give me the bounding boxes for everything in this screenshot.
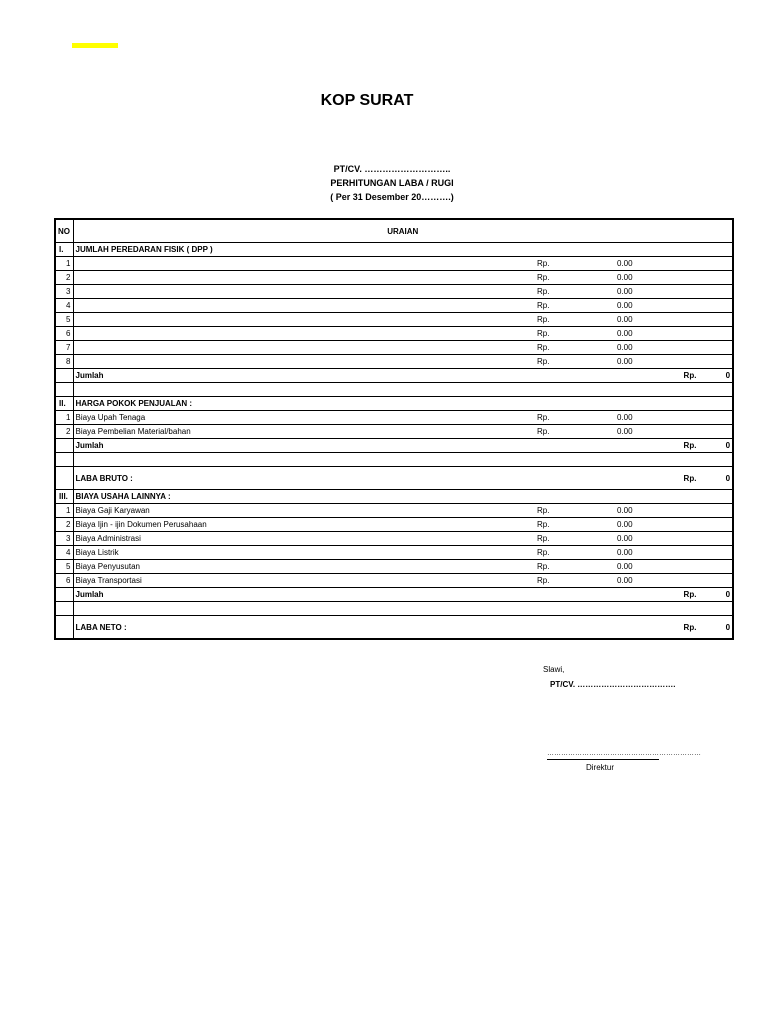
- table-row: [55, 518, 733, 532]
- table-row: [55, 425, 733, 439]
- row-value: 0.00: [617, 259, 633, 268]
- subtotal-label: Jumlah: [75, 590, 104, 599]
- row-currency: Rp.: [537, 273, 550, 282]
- row-currency: Rp.: [537, 287, 550, 296]
- desc-header: URAIAN: [387, 226, 419, 236]
- row-number: 2: [55, 425, 73, 439]
- subtotal-row: [55, 588, 733, 602]
- row-value: 0.00: [617, 548, 633, 557]
- row-description: Biaya Pembelian Material/bahan: [75, 427, 191, 436]
- highlight-mark: [72, 43, 118, 48]
- table-row: [55, 257, 733, 271]
- row-number: 4: [55, 299, 73, 313]
- row-value: 0.00: [617, 534, 633, 543]
- section-number: III.: [55, 490, 73, 504]
- row-currency: Rp.: [537, 315, 550, 324]
- row-number: 1: [55, 504, 73, 518]
- row-description: [73, 341, 535, 355]
- spacer-row: [55, 453, 733, 467]
- subtotal-currency: Rp.: [683, 590, 697, 599]
- row-number: 2: [55, 271, 73, 285]
- report-title: PERHITUNGAN LABA / RUGI: [330, 178, 454, 188]
- row-number: 6: [55, 327, 73, 341]
- net-profit-value: 0: [725, 622, 731, 632]
- gross-profit-currency: Rp.: [683, 473, 697, 483]
- row-value: 0.00: [617, 301, 633, 310]
- gross-profit-row: [55, 467, 733, 490]
- table-row: [55, 341, 733, 355]
- subtotal-label: Jumlah: [75, 371, 104, 380]
- row-description: Biaya Gaji Karyawan: [75, 506, 150, 515]
- row-currency: Rp.: [537, 329, 550, 338]
- row-description: Biaya Transportasi: [75, 576, 142, 585]
- table-row: [55, 271, 733, 285]
- row-number: 7: [55, 341, 73, 355]
- row-description: Biaya Administrasi: [75, 534, 141, 543]
- row-value: 0.00: [617, 576, 633, 585]
- row-currency: Rp.: [537, 427, 550, 436]
- row-description: [73, 313, 535, 327]
- row-value: 0.00: [617, 413, 633, 422]
- row-description: Biaya Upah Tenaga: [75, 413, 146, 422]
- row-currency: Rp.: [537, 413, 550, 422]
- row-value: 0.00: [617, 427, 633, 436]
- signature-line: …………………………………………………………: [547, 750, 659, 760]
- section-number: II.: [55, 397, 73, 411]
- subtotal-currency: Rp.: [683, 371, 697, 380]
- table-row: [55, 560, 733, 574]
- row-description: [73, 285, 535, 299]
- row-currency: Rp.: [537, 506, 550, 515]
- gross-profit-label: LABA BRUTO :: [75, 473, 133, 483]
- report-period: ( Per 31 Desember 20……….): [330, 192, 454, 202]
- spacer-row: [55, 602, 733, 616]
- row-currency: Rp.: [537, 520, 550, 529]
- row-currency: Rp.: [537, 534, 550, 543]
- row-currency: Rp.: [537, 259, 550, 268]
- section-row: [55, 243, 733, 257]
- row-value: 0.00: [617, 357, 633, 366]
- row-number: 3: [55, 285, 73, 299]
- signature-city: Slawi,: [543, 665, 565, 674]
- row-description: Biaya Penyusutan: [75, 562, 140, 571]
- row-currency: Rp.: [537, 576, 550, 585]
- net-profit-currency: Rp.: [683, 622, 697, 632]
- section-number: I.: [55, 243, 73, 257]
- row-value: 0.00: [617, 520, 633, 529]
- net-profit-label: LABA NETO :: [75, 622, 127, 632]
- no-header: NO: [55, 219, 73, 243]
- subtotal-label: Jumlah: [75, 441, 104, 450]
- row-number: 5: [55, 313, 73, 327]
- subtotal-row: [55, 369, 733, 383]
- row-description: [73, 355, 535, 369]
- row-currency: Rp.: [537, 548, 550, 557]
- table-header-row: [55, 219, 733, 243]
- table-row: [55, 411, 733, 425]
- table-row: [55, 355, 733, 369]
- row-number: 4: [55, 546, 73, 560]
- row-value: 0.00: [617, 329, 633, 338]
- company-name: PT/CV. ………………………..: [333, 164, 451, 174]
- row-currency: Rp.: [537, 562, 550, 571]
- table-row: [55, 574, 733, 588]
- row-description: Biaya Listrik: [75, 548, 119, 557]
- row-currency: Rp.: [537, 301, 550, 310]
- section-title: JUMLAH PEREDARAN FISIK ( DPP ): [75, 245, 213, 254]
- row-description: [73, 271, 535, 285]
- section-title: HARGA POKOK PENJUALAN :: [75, 399, 193, 408]
- signature-title: Direktur: [586, 763, 615, 772]
- gross-profit-value: 0: [725, 473, 731, 483]
- subtotal-row: [55, 439, 733, 453]
- section-row: [55, 397, 733, 411]
- row-description: [73, 257, 535, 271]
- row-description: [73, 327, 535, 341]
- row-value: 0.00: [617, 273, 633, 282]
- row-currency: Rp.: [537, 357, 550, 366]
- row-currency: Rp.: [537, 343, 550, 352]
- profit-loss-table: [54, 218, 734, 640]
- table-row: [55, 546, 733, 560]
- row-number: 5: [55, 560, 73, 574]
- subtotal-value: 0: [725, 590, 731, 599]
- row-value: 0.00: [617, 287, 633, 296]
- row-value: 0.00: [617, 315, 633, 324]
- table-row: [55, 532, 733, 546]
- section-title: BIAYA USAHA LAINNYA :: [75, 492, 171, 501]
- row-number: 2: [55, 518, 73, 532]
- row-number: 1: [55, 411, 73, 425]
- spacer-row: [55, 383, 733, 397]
- row-value: 0.00: [617, 343, 633, 352]
- row-number: 3: [55, 532, 73, 546]
- subtotal-value: 0: [725, 371, 731, 380]
- row-number: 1: [55, 257, 73, 271]
- subtotal-value: 0: [725, 441, 731, 450]
- subtotal-currency: Rp.: [683, 441, 697, 450]
- table-row: [55, 327, 733, 341]
- net-profit-row: [55, 616, 733, 640]
- row-number: 8: [55, 355, 73, 369]
- row-value: 0.00: [617, 562, 633, 571]
- row-description: Biaya Ijin - ijin Dokumen Perusahaan: [75, 520, 207, 529]
- table-row: [55, 285, 733, 299]
- table-row: [55, 313, 733, 327]
- row-value: 0.00: [617, 506, 633, 515]
- table-row: [55, 504, 733, 518]
- row-description: [73, 299, 535, 313]
- signature-company: PT/CV. ……………………………….: [550, 680, 676, 689]
- table-row: [55, 299, 733, 313]
- letterhead-title: KOP SURAT: [320, 92, 414, 109]
- section-row: [55, 490, 733, 504]
- row-number: 6: [55, 574, 73, 588]
